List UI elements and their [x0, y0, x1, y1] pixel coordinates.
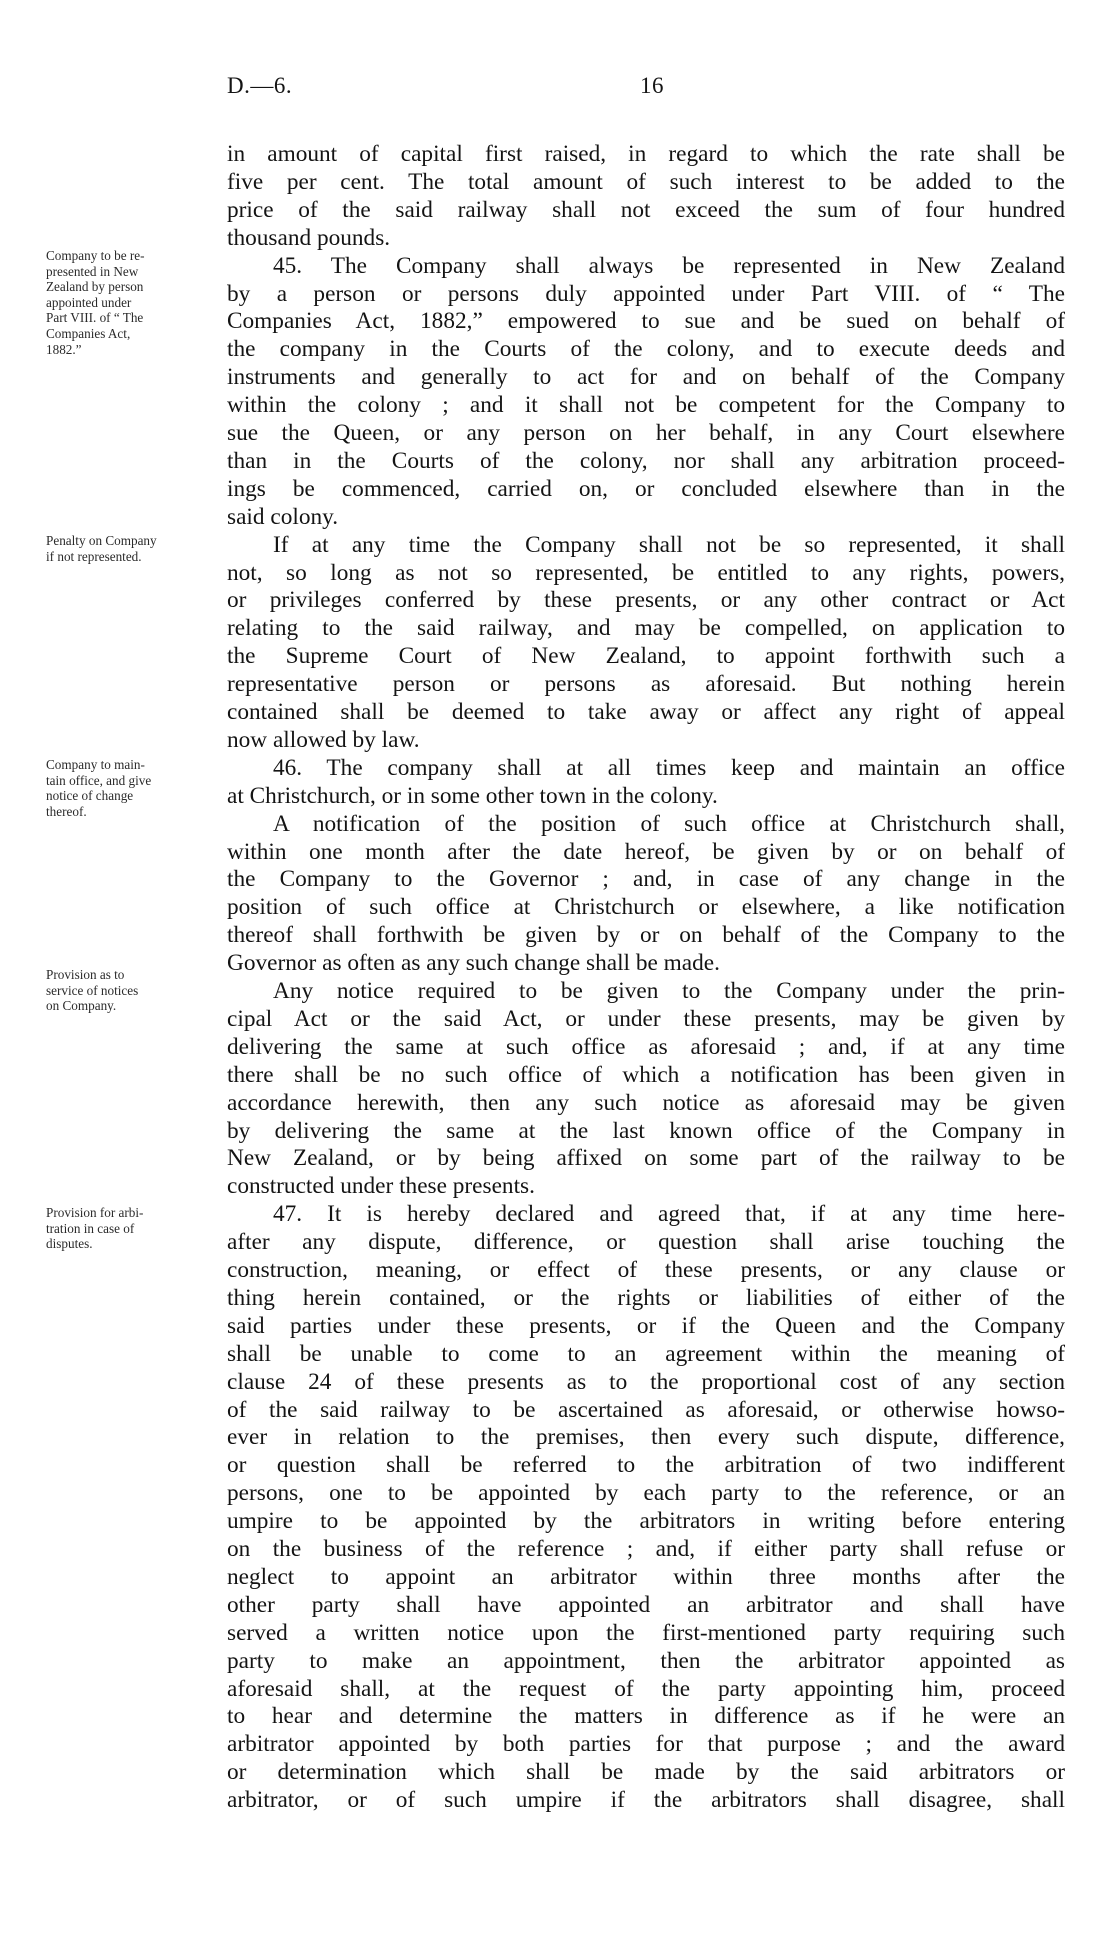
body-line: of the said railway to be ascertained as aforesaid, or otherwise howso-: [227, 1396, 1065, 1423]
body-line: said parties under these presents, or if the Queen and the Company: [227, 1312, 1065, 1339]
body-line: delivering the same at such office as aforesaid ; and, if at any time: [227, 1033, 1065, 1060]
body-line: than in the Courts of the colony, nor shall any arbitration proceed-: [227, 447, 1065, 474]
body-line: thousand pounds.: [227, 224, 391, 251]
body-line: contained shall be deemed to take away or affect any right of appeal: [227, 699, 1065, 725]
body-line: price of the said railway shall not exceed the sum of four hundred: [227, 196, 1065, 223]
body-line: thing herein contained, or the rights or liabilities of either of the: [227, 1284, 1065, 1311]
margin-note-text: Provision as to service of notices on Company.: [46, 967, 139, 1014]
body-line: party to make an appointment, then the arbitrator appointed as: [227, 1647, 1065, 1674]
body-line: the Supreme Court of New Zealand, to appoint forthwith such a: [227, 643, 1065, 670]
margin-note: [46, 757, 222, 819]
margin-note: [46, 1205, 222, 1252]
body-line: by a person or persons duly appointed under Part VIII. of “ The: [227, 280, 1065, 307]
page-number: 16: [640, 73, 664, 98]
body-line: A notification of the position of such office at Christchurch shall,: [273, 810, 1065, 837]
body-line: other party shall have appointed an arbitrator and shall have: [227, 1591, 1065, 1618]
margin-note-text: Penalty on Company if not represented.: [46, 533, 157, 564]
body-line: Governor as often as any such change shall be made.: [227, 950, 720, 977]
body-line: 46. The company shall at all times keep and maintain an office: [273, 754, 1065, 781]
body-line: If at any time the Company shall not be so represented, it shall: [273, 531, 1065, 558]
margin-note-text: Provision for arbi- tration in case of disputes.: [46, 1205, 144, 1252]
body-line: position of such office at Christchurch or elsewhere, a like notification: [227, 894, 1065, 921]
body-line: the company in the Courts of the colony, and to execute deeds and: [227, 336, 1065, 363]
body-line: or question shall be referred to the arbitration of two indifferent: [227, 1452, 1065, 1479]
body-line: within the colony ; and it shall not be competent for the Company to: [227, 392, 1065, 419]
body-line: served a written notice upon the first-mentioned party requiring such: [227, 1619, 1065, 1646]
body-line: after any dispute, difference, or question shall arise touching the: [227, 1229, 1065, 1256]
body-line: 45. The Company shall always be represented in New Zealand: [273, 252, 1065, 279]
margin-note-text: Company to main- tain office, and give notice of change thereof.: [46, 757, 152, 819]
body-line: persons, one to be appointed by each party to the reference, or an: [227, 1480, 1065, 1507]
body-line: not, so long as not so represented, be entitled to any rights, powers,: [227, 559, 1065, 586]
body-line: or privileges conferred by these presents, or any other contract or Act: [227, 587, 1065, 614]
body-line: thereof shall forthwith be given by or on behalf of the Company to the: [227, 922, 1065, 949]
body-line: or determination which shall be made by the said arbitrators or: [227, 1759, 1065, 1786]
body-line: cipal Act or the said Act, or under these presents, may be given by: [227, 1005, 1065, 1032]
body-line: sue the Queen, or any person on her behalf, in any Court elsewhere: [227, 420, 1065, 446]
body-line: said colony.: [227, 503, 339, 530]
body-line: constructed under these presents.: [227, 1173, 535, 1200]
margin-note-text: Company to be re- presented in New Zealand by person appointed under Part VIII. of “ The Companies Act, 1882.”: [46, 248, 145, 357]
body-line: in amount of capital first raised, in regard to which the rate shall be: [227, 141, 1065, 167]
body-line: at Christchurch, or in some other town in the colony.: [227, 782, 718, 809]
body-line: instruments and generally to act for and on behalf of the Company: [227, 364, 1065, 391]
body-line: accordance herewith, then any such notice as aforesaid may be given: [227, 1089, 1065, 1116]
body-line: 47. It is hereby declared and agreed that, if at any time here-: [273, 1201, 1065, 1228]
body-line: representative person or persons as aforesaid. But nothing herein: [227, 671, 1065, 698]
body-line: relating to the said railway, and may be compelled, on application to: [227, 615, 1065, 642]
body-line: Companies Act, 1882,” empowered to sue and be sued on behalf of: [227, 308, 1065, 335]
body-line: now allowed by law.: [227, 726, 420, 753]
body-line: five per cent. The total amount of such interest to be added to the: [227, 168, 1065, 195]
body-line: arbitrator, or of such umpire if the arbitrators shall disagree, shall: [227, 1787, 1065, 1814]
margin-note: [46, 967, 222, 1014]
body-line: arbitrator appointed by both parties for that purpose ; and the award: [227, 1731, 1065, 1758]
body-line: neglect to appoint an arbitrator within three months after the: [227, 1563, 1065, 1590]
body-line: within one month after the date hereof, be given by or on behalf of: [227, 838, 1065, 865]
body-line: to hear and determine the matters in difference as if he were an: [227, 1703, 1065, 1730]
body-line: clause 24 of these presents as to the proportional cost of any section: [227, 1368, 1065, 1395]
body-line: shall be unable to come to an agreement within the meaning of: [227, 1340, 1065, 1367]
body-line: umpire to be appointed by the arbitrators in writing before entering: [227, 1508, 1065, 1535]
body-line: there shall be no such office of which a notification has been given in: [227, 1061, 1065, 1088]
body-line: ever in relation to the premises, then every such dispute, difference,: [227, 1424, 1065, 1451]
document-reference: D.—6.: [227, 73, 293, 98]
body-line: ings be commenced, carried on, or concluded elsewhere than in the: [227, 475, 1065, 502]
body-line: by delivering the same at the last known office of the Company in: [227, 1117, 1065, 1144]
body-line: on the business of the reference ; and, if either party shall refuse or: [227, 1536, 1065, 1562]
margin-note: [46, 248, 222, 357]
body-line: New Zealand, or by being affixed on some part of the railway to be: [227, 1145, 1065, 1172]
body-line: aforesaid shall, at the request of the party appointing him, proceed: [227, 1675, 1065, 1702]
body-line: Any notice required to be given to the Company under the prin-: [273, 978, 1065, 1004]
margin-note: [46, 533, 222, 564]
body-line: construction, meaning, or effect of these presents, or any clause or: [227, 1257, 1065, 1283]
body-line: the Company to the Governor ; and, in case of any change in the: [227, 866, 1065, 893]
